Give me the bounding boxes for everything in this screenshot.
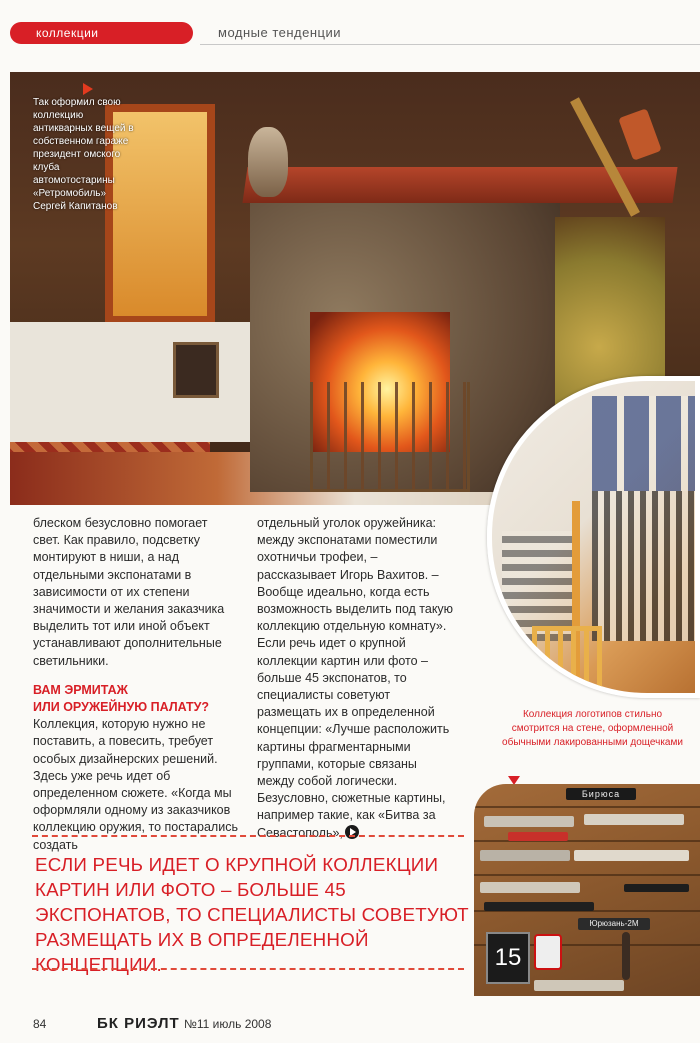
subsection-label: модные тенденции xyxy=(218,25,342,40)
article-column-1 xyxy=(33,515,238,854)
logo-plate xyxy=(480,850,570,861)
subheading xyxy=(33,682,238,716)
caption-arrow-icon xyxy=(83,83,93,95)
photo-caption-top: Так оформил свою коллекцию антикварных вещей в собственном гараже президент омского клуба автомотостарины «Ретромобиль» Сергей Капитанов xyxy=(33,97,134,212)
logo-plate xyxy=(508,832,568,841)
logo-plate-label: Юрюзань-2М xyxy=(578,918,650,930)
issue-info: №11 июль 2008 xyxy=(184,1017,272,1031)
paragraph: отдельный уголок оружейника: между экспонатами поместили охотничьи трофеи, – рассказывает Игорь Вахитов. – Вообще идеально, когда есть возможность выделить под такую коллекцию отдельную комнату». xyxy=(257,516,454,634)
photo-frames-top xyxy=(592,396,697,491)
photo-stuffed-bird xyxy=(248,127,288,197)
red-tag xyxy=(534,934,562,970)
logo-plate-label: Бирюса xyxy=(566,788,636,800)
subheading-line-2: ИЛИ ОРУЖЕЙНУЮ ПАЛАТУ? xyxy=(33,700,210,715)
paragraph-continued xyxy=(257,635,457,841)
header-rule xyxy=(200,44,700,45)
plank-seam xyxy=(474,874,700,876)
logo-plate xyxy=(624,884,689,892)
subheading-line-1: ВАМ ЭРМИТАЖ xyxy=(33,682,128,697)
logo-plate xyxy=(484,902,594,911)
logo-plate xyxy=(480,882,580,893)
photo-portrait xyxy=(173,342,219,398)
photo-spade xyxy=(618,108,662,161)
paragraph: блеском безусловно помогает свет. Как правило, подсветку монтируют в ниши, а над отдельными экспонатами в зависимости от их степени значимости и желания заказчика выделить тот или иной объект устанавливают дополнительные светильники. xyxy=(33,516,225,668)
plank-seam xyxy=(474,806,700,808)
logos-photo xyxy=(474,784,700,996)
photo-grate xyxy=(310,382,470,492)
pull-quote: ЕСЛИ РЕЧЬ ИДЕТ О КРУПНОЙ КОЛЛЕКЦИИ КАРТИН ИЛИ ФОТО – БОЛЬШЕ 45 ЭКСПОНАТОВ, ТО СПЕЦИАЛИСТЫ СОВЕТУЮТ РАЗМЕЩАТЬ ИХ В ОПРЕДЕЛЕННОЙ КОНЦЕПЦИИ. xyxy=(35,854,469,975)
key-icon xyxy=(622,932,630,980)
paragraph: Коллекция, которую нужно не поставить, а повесить, требует особых дизайнерских решений. Здесь уже речь идет об определенном сюжете. «Когда мы оформляли одному из заказчиков коллекцию оружия, то постарались создать xyxy=(33,717,238,852)
logo-plate xyxy=(534,980,624,991)
logo-plate xyxy=(484,816,574,827)
section-pill: коллекции xyxy=(10,22,193,44)
photo-stair-railing xyxy=(532,626,602,691)
pull-quote-rule-top xyxy=(32,835,464,837)
photo-frames-wall xyxy=(592,491,697,641)
photo-frames-left xyxy=(502,531,572,641)
pull-quote-rule-bottom xyxy=(32,968,464,970)
article-column-2 xyxy=(257,515,457,842)
magazine-brand: БК РИЭЛТ xyxy=(97,1015,180,1032)
logos-caption: Коллекция логотипов стильно смотрится на стене, оформленной обычными лакированными дощечками xyxy=(502,709,683,748)
logo-plate xyxy=(574,850,689,861)
paragraph-text: Если речь идет о крупной коллекции картин или фото – больше 45 экспонатов, то специалисты советуют размещать их в определенной концепции: «Лучше расположить картины фрагментарными группами, которые связаны между собой логически. Безусловно, сюжетные картины, например такие, как «Битва за Севастополь», xyxy=(257,636,450,840)
number-plate: 15 xyxy=(486,932,530,984)
page-number: 84 xyxy=(33,1017,47,1031)
logo-plate xyxy=(584,814,684,825)
